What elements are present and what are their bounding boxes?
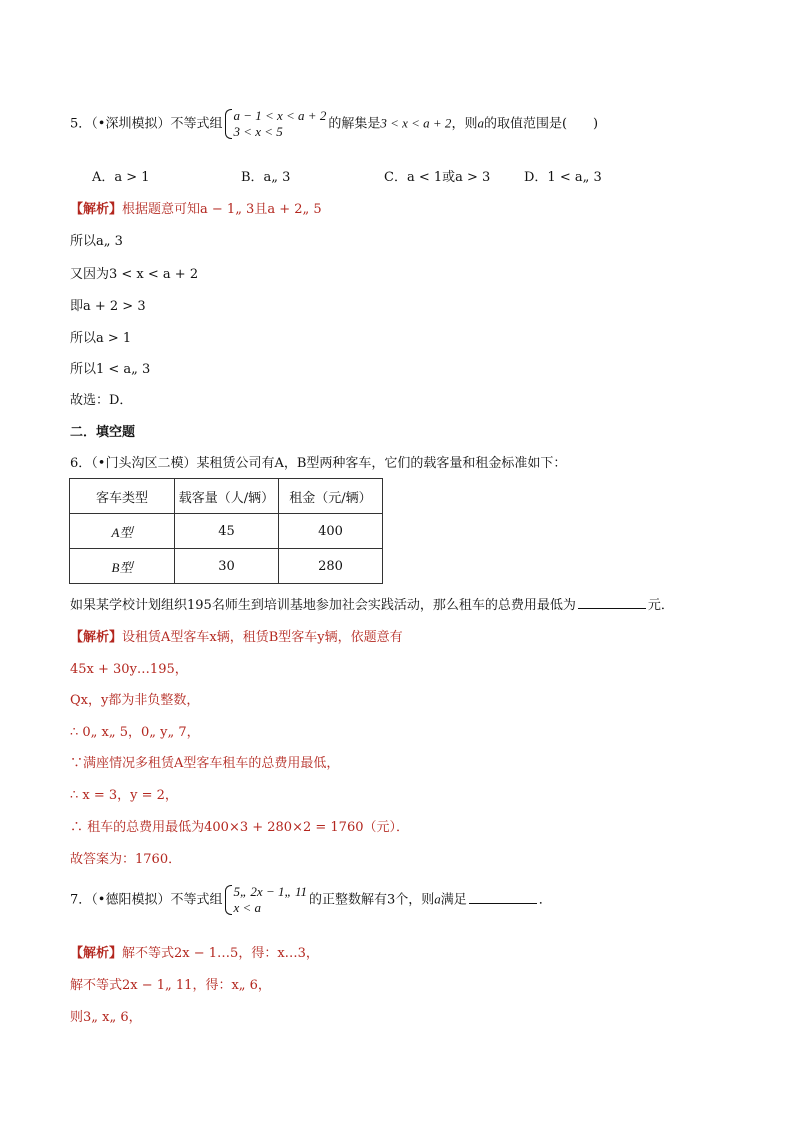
q5-option-d: D．1 < a„ 3: [524, 170, 602, 185]
q5-option-b: B．a„ 3: [241, 170, 291, 185]
q5-analysis-line: 又因为3 < x < a + 2: [70, 267, 199, 282]
q7-stem-text-3: 满足: [440, 892, 467, 908]
table-cell: 30: [175, 549, 279, 584]
q7-system-line-1: 5„ 2x − 1„ 11: [233, 884, 307, 899]
q5-analysis-line: 所以a„ 3: [70, 234, 123, 249]
q7-analysis-line: 解不等式2x − 1„ 11，得：x„ 6，: [70, 978, 271, 993]
q5-variable: a: [477, 115, 484, 131]
q5-stem-text: 5．（•深圳模拟）不等式组: [70, 116, 223, 132]
q6-stem: 6．（•门头沟区二模）某租赁公司有A，B型两种客车，它们的载客量和租金标准如下：: [70, 456, 567, 471]
q7-stem-text: 7．（•德阳模拟）不等式组: [70, 892, 223, 908]
table-header-cell: 租金（元/辆）: [279, 479, 383, 514]
q5-option-a: A．a > 1: [92, 170, 150, 185]
q7-stem-text-4: ．: [538, 892, 552, 908]
q6-analysis-line: Qx，y都为非负整数，: [70, 693, 200, 708]
q6-question: [70, 594, 674, 613]
q6-question-text: 如果某学校计划组织195名师生到培训基地参加社会实践活动，那么租车的总费用最低为: [70, 598, 576, 613]
q5-analysis-tag: 【解析】: [70, 202, 123, 217]
q5-stem-text-2: 的解集是: [328, 116, 381, 132]
q5-system-line-2: 3 < x < 5: [233, 124, 283, 139]
q6-analysis-line: 45x + 30y…195，: [70, 662, 188, 677]
q6-analysis-tag: 【解析】: [70, 630, 123, 645]
answer-blank: [469, 891, 537, 904]
q5-answer: 故选：D．: [70, 393, 133, 408]
q5-analysis-line: 所以1 < a„ 3: [70, 362, 151, 377]
q5-system-line-1: a − 1 < x < a + 2: [233, 108, 327, 123]
q5-analysis-line: 所以a > 1: [70, 331, 132, 346]
table-cell: 400: [279, 514, 383, 549]
table-header-cell: 客车类型: [70, 479, 175, 514]
table-cell: 45: [175, 514, 279, 549]
q7-stem: [70, 884, 552, 916]
q6-analysis-line: ∵满座情况多租赁A型客车租车的总费用最低，: [70, 756, 340, 771]
q7-analysis-first: [70, 942, 319, 961]
q7-stem-text-2: 的正整数解有3个，则: [309, 892, 435, 908]
table-header-row: [70, 479, 383, 514]
q6-analysis-line: ∴ 租车的总费用最低为400×3 + 280×2 = 1760（元）．: [70, 820, 409, 835]
q7-analysis-line: 则3„ x„ 6，: [70, 1010, 142, 1025]
q7-system-line-2: x < a: [233, 900, 261, 915]
q6-answer: 故答案为：1760．: [70, 852, 182, 867]
q5-stem-text-4: 的取值范围是( ): [483, 116, 599, 132]
q5-analysis-line: 即a + 2 > 3: [70, 299, 146, 314]
table-cell: A型: [70, 514, 175, 549]
q6-analysis-line: ∴ 0„ x„ 5，0„ y„ 7，: [70, 725, 200, 740]
q5-analysis-first: [70, 198, 322, 217]
q5-inequality-system: [224, 108, 326, 140]
q5-stem-text-3: ，则: [451, 116, 478, 132]
table-row: [70, 514, 383, 549]
q6-analysis-line: ∴ x = 3，y = 2，: [70, 788, 178, 803]
table-cell: B型: [70, 549, 175, 584]
q7-variable: a: [434, 891, 441, 907]
q6-analysis-text: 设租赁A型客车x辆，租赁B型客车y辆，依题意有: [122, 630, 403, 645]
q7-analysis-text: 解不等式2x − 1…5，得：x…3，: [122, 946, 319, 961]
table-row: [70, 549, 383, 584]
q5-condition: 3 < x < a + 2: [380, 115, 452, 131]
table-cell: 280: [279, 549, 383, 584]
q7-analysis-tag: 【解析】: [70, 946, 123, 961]
section-heading: 二．填空题: [70, 425, 136, 440]
q5-stem: [70, 108, 598, 140]
q5-option-c: C．a < 1或a > 3: [384, 170, 491, 185]
q6-analysis-first: [70, 626, 403, 645]
rental-table: [69, 478, 383, 584]
q5-analysis-text: 根据题意可知a − 1„ 3且a + 2„ 5: [122, 202, 322, 217]
q7-inequality-system: [224, 884, 307, 916]
q6-question-unit: 元．: [647, 598, 674, 613]
answer-blank: [578, 596, 646, 609]
table-header-cell: 载客量（人/辆）: [175, 479, 279, 514]
